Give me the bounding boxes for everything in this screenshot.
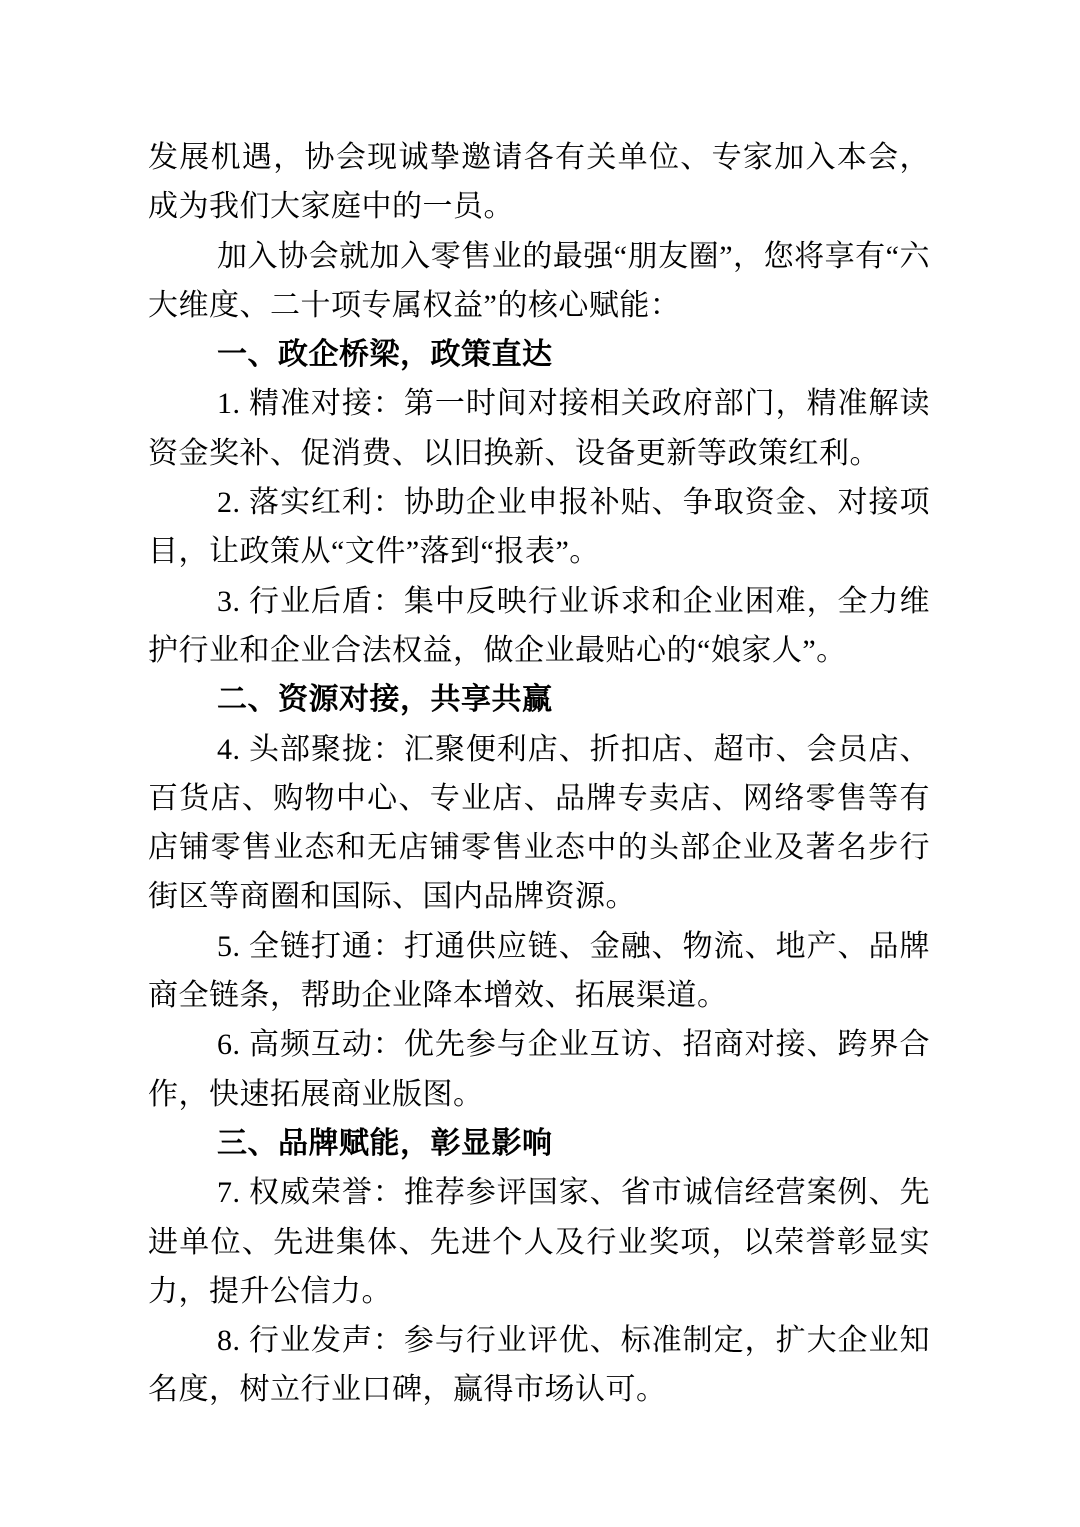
benefit-item-1: 1. 精准对接：第一时间对接相关政府部门，精准解读资金奖补、促消费、以旧换新、设备更新等政策红利。 [148, 387, 930, 470]
benefit-item-2: 2. 落实红利：协助企业申报补贴、争取资金、对接项目，让政策从“文件”落到“报表”。 [148, 486, 930, 569]
document-content [148, 133, 930, 1415]
benefit-item-8: 8. 行业发声：参与行业评优、标准制定，扩大企业知名度，树立行业口碑，赢得市场认可。 [148, 1324, 930, 1407]
paragraph-benefits-intro: 加入协会就加入零售业的最强“朋友圈”，您将享有“六大维度、二十项专属权益”的核心赋能： [148, 239, 930, 322]
benefit-item-5: 5. 全链打通：打通供应链、金融、物流、地产、品牌商全链条，帮助企业降本增效、拓展渠道。 [148, 929, 930, 1013]
benefit-item-6: 6. 高频互动：优先参与企业互访、招商对接、跨界合作，快速拓展商业版图。 [148, 1028, 930, 1111]
benefit-item-7: 7. 权威荣誉：推荐参评国家、省市诚信经营案例、先进单位、先进集体、先进个人及行业奖项，以荣誉彰显实力，提升公信力。 [148, 1176, 930, 1308]
paragraph-invitation: 发展机遇，协会现诚挚邀请各有关单位、专家加入本会，成为我们大家庭中的一员。 [148, 141, 930, 224]
heading-section-2: 二、资源对接，共享共赢 [217, 683, 553, 717]
heading-section-1: 一、政企桥梁，政策直达 [217, 338, 553, 372]
benefit-item-4: 4. 头部聚拢：汇聚便利店、折扣店、超市、会员店、百货店、购物中心、专业店、品牌专卖店、网络零售等有店铺零售业态和无店铺零售业态中的头部企业及著名步行街区等商圈和国际、国内品牌资源。 [148, 732, 930, 914]
heading-section-3: 三、品牌赋能，彰显影响 [217, 1126, 553, 1160]
benefit-item-3: 3. 行业后盾：集中反映行业诉求和企业困难，全力维护行业和企业合法权益，做企业最贴心的“娘家人”。 [148, 584, 930, 667]
